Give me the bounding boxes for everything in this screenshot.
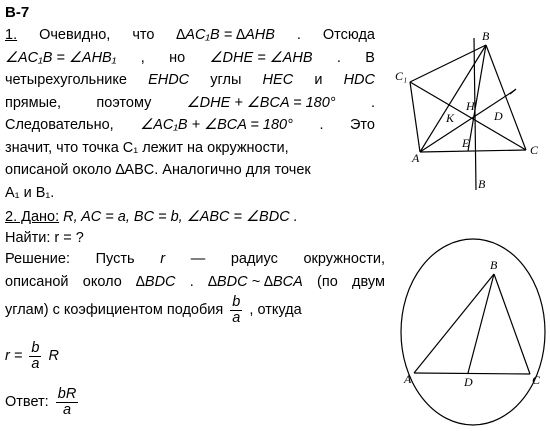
formula: ∠DHE = ∠AHB [209,49,313,66]
formula-lhs: r = [5,348,23,364]
sentence: , откуда [249,302,302,318]
word: (по [317,273,338,290]
sentence: значит, что точка C₁ лежит на окружности, [5,139,289,156]
p1-line-6 [5,137,375,160]
sentence: описаной около ∆ABC. Аналогично для точек [5,162,311,179]
word: прямые, [5,94,62,111]
p2-line-3 [5,294,302,326]
word: . [189,273,194,290]
formula: r [160,251,166,268]
p1-line-1 [5,24,375,47]
side-bc [486,45,526,150]
fig1-label-a: A [412,151,420,165]
word: . [370,94,375,111]
fig2-label-d: D [464,375,473,389]
word: Пусть [95,251,135,268]
sentence: углам) с коэфициентом подобия [5,302,224,318]
word: , [140,49,145,66]
word: окружности, [303,251,385,268]
p1-line-3 [5,69,375,92]
answer [5,386,81,418]
word: Следовательно, [5,117,114,134]
formula: ∠DHE + ∠BCA = 180° [186,94,336,111]
p1-line-5 [5,114,375,137]
variant-header: В-7 [5,4,30,21]
sentence: A₁ и B₁. [5,184,55,201]
formula: HEC [262,72,294,89]
word: радиус [230,251,278,268]
word: Отсюда [322,27,375,44]
formula-fraction [29,341,41,372]
p2-line-1 [5,248,385,271]
formula: ∆BDC [136,273,176,290]
word: описаной [5,273,69,290]
formula: ∠AC₁B + ∠BCA = 180° [140,117,293,134]
denominator: a [31,355,40,372]
formula: EHDC [148,72,190,89]
figure-1-triangle [390,30,548,195]
word: Очевидно, [39,27,111,44]
fig1-label-b-top: B [482,30,490,43]
given-values: R, AC = a, BC = b, ∠ABC = ∠BDC . [63,209,298,225]
word: и [314,72,323,89]
denominator: a [62,401,72,418]
fig1-label-h: H [466,99,475,113]
circumcircle [401,239,545,425]
fig2-label-c: C [532,373,541,387]
word: . [319,117,324,134]
problem-2-solution [5,248,385,293]
similarity-coefficient [230,295,242,326]
formula: ∆BDC ~ ∆BCA [208,273,303,290]
fig1-label-c: C [530,143,539,157]
figure-2-circle [398,236,548,429]
word: . [296,27,301,44]
problem-2-given [5,208,298,226]
answer-label: Ответ: [5,394,49,410]
side-ac [420,150,526,152]
numerator: b [31,339,40,356]
word: что [132,27,155,44]
p1-line-8 [5,182,375,205]
fig1-label-d: D [494,109,503,123]
word: но [169,49,186,66]
word: двум [352,273,385,290]
fig2-label-a: A [404,372,412,386]
problem-2-find: Найти: r = ? [5,230,84,246]
fig1-label-c1: C₁ [395,69,408,83]
radius-formula [5,340,59,372]
word: — [190,251,206,268]
word: четырехугольнике [5,72,127,89]
word: около [82,273,122,290]
problem-1-text [5,24,375,204]
formula: HDC [343,72,375,89]
fig1-label-b-bottom: B [478,177,486,191]
fig1-label-k: K [446,111,455,125]
p1-line-7 [5,159,375,182]
p1-line-2 [5,47,375,70]
given-label: 2. Дано: [5,209,60,225]
formula: ∆AC₁B = ∆AHB [176,27,275,44]
numerator: bR [57,385,77,402]
fig2-label-b: B [490,258,498,272]
p2-line-2 [5,271,385,294]
word: Решение: [5,251,70,268]
denominator: a [232,309,241,326]
side-bc [494,274,530,374]
side-ac [414,373,530,374]
segment-c1a [410,82,420,152]
fig1-label-e: E [462,136,470,150]
formula-rhs: R [48,348,59,364]
side-ab [414,274,494,373]
segment-bd [468,274,494,373]
word: В [365,49,375,66]
word: углы [210,72,242,89]
formula: ∠AC₁B = ∠AHB₁ [5,49,117,66]
arrow-mark [510,89,516,94]
word: . [336,49,341,66]
numerator: b [232,293,241,310]
answer-fraction [56,387,79,418]
altitude-from-b [468,45,486,151]
p1-line-4 [5,92,375,115]
problem-1-number: 1. [5,27,18,44]
word: Это [350,117,375,134]
word: поэтому [96,94,152,111]
